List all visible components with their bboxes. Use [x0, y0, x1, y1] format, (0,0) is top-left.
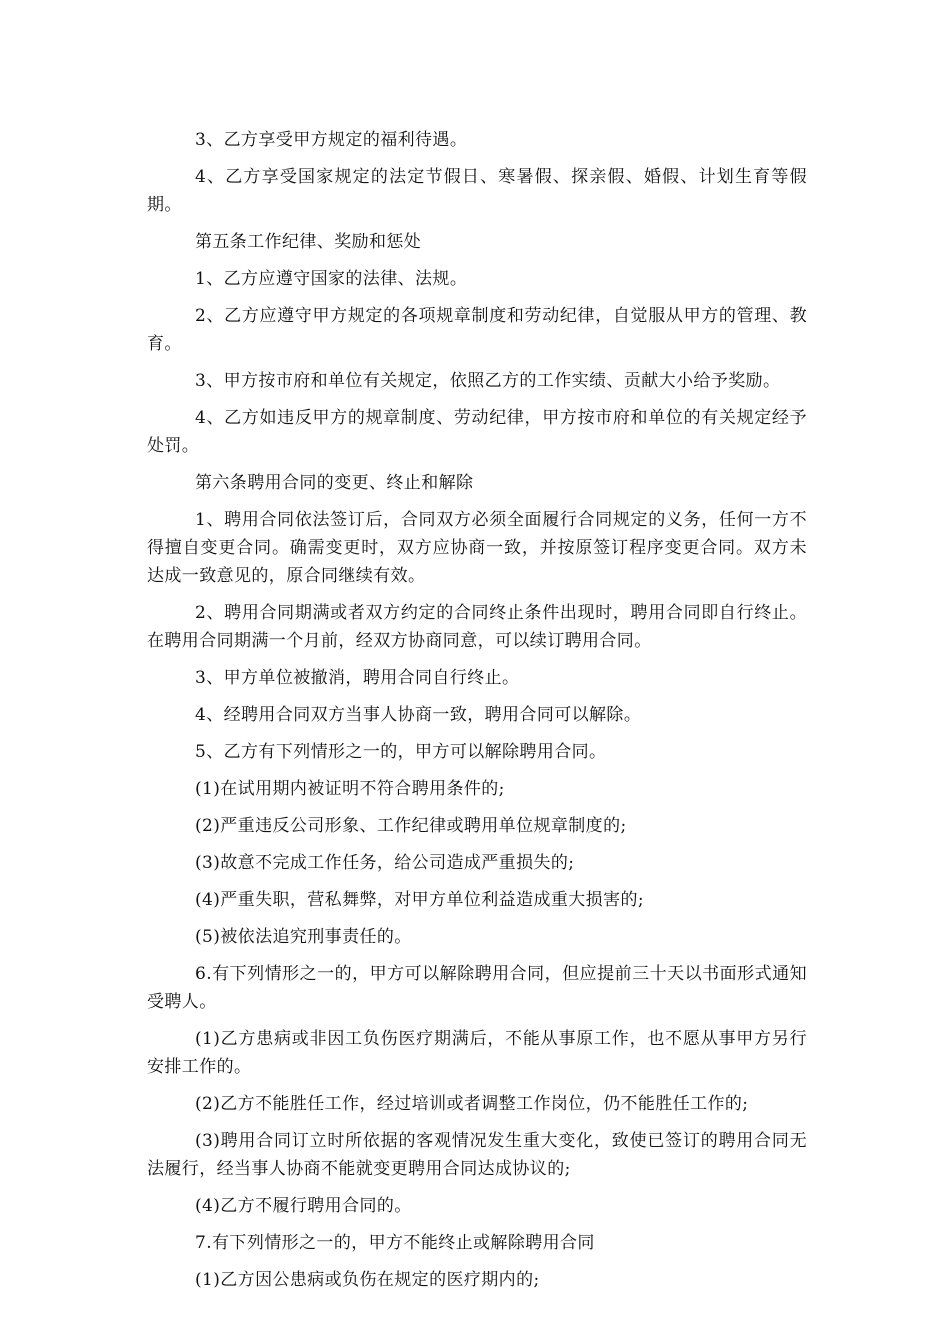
paragraph-obey-rules: 2、乙方应遵守甲方规定的各项规章制度和劳动纪律，自觉服从甲方的管理、教育。 — [147, 306, 807, 354]
list-item: (4)严重失职，营私舞弊，对甲方单位利益造成重大损害的; — [195, 890, 645, 910]
list-item: (1)在试用期内被证明不符合聘用条件的; — [195, 779, 505, 799]
paragraph-unit-revoked: 3、甲方单位被撤消，聘用合同自行终止。 — [195, 668, 520, 688]
paragraph-obey-laws: 1、乙方应遵守国家的法律、法规。 — [195, 269, 468, 289]
list-item: (3)聘用合同订立时所依据的客观情况发生重大变化，致使已签订的聘用合同无法履行，经当事人协商不能就变更聘用合同达成协议的; — [147, 1131, 807, 1179]
section-heading-article-5: 第五条工作纪律、奖励和惩处 — [195, 232, 422, 252]
paragraph-notice-termination: 6.有下列情形之一的，甲方可以解除聘用合同，但应提前三十天以书面形式通知受聘人。 — [147, 964, 807, 1012]
list-item: (1)乙方患病或非因工负伤医疗期满后，不能从事原工作，也不愿从事甲方另行安排工作的。 — [147, 1029, 807, 1077]
list-item: (5)被依法追究刑事责任的。 — [195, 927, 412, 947]
paragraph-rewards: 3、甲方按市府和单位有关规定，依照乙方的工作实绩、贡献大小给予奖励。 — [195, 371, 781, 391]
paragraph-no-termination: 7.有下列情形之一的，甲方不能终止或解除聘用合同 — [195, 1233, 595, 1253]
list-item: (3)故意不完成工作任务，给公司造成严重损失的; — [195, 853, 575, 873]
list-item: (1)乙方因公患病或负伤在规定的医疗期内的; — [195, 1270, 540, 1290]
section-heading-article-6: 第六条聘用合同的变更、终止和解除 — [195, 473, 474, 493]
list-item: (2)严重违反公司形象、工作纪律或聘用单位规章制度的; — [195, 816, 627, 836]
paragraph-contract-expiry: 2、聘用合同期满或者双方约定的合同终止条件出现时，聘用合同即自行终止。在聘用合同期满一个月前，经双方协商同意，可以续订聘用合同。 — [147, 603, 807, 651]
paragraph-dismissal-conditions: 5、乙方有下列情形之一的，甲方可以解除聘用合同。 — [195, 742, 607, 762]
list-item: (2)乙方不能胜任工作，经过培训或者调整工作岗位，仍不能胜任工作的; — [195, 1094, 749, 1114]
paragraph-mutual-termination: 4、经聘用合同双方当事人协商一致，聘用合同可以解除。 — [195, 705, 642, 725]
list-item: (4)乙方不履行聘用合同的。 — [195, 1196, 412, 1216]
paragraph-holidays: 4、乙方享受国家规定的法定节假日、寒暑假、探亲假、婚假、计划生育等假期。 — [147, 167, 807, 215]
paragraph-penalties: 4、乙方如违反甲方的规章制度、劳动纪律，甲方按市府和单位的有关规定经予处罚。 — [147, 408, 807, 456]
paragraph-welfare: 3、乙方享受甲方规定的福利待遇。 — [195, 130, 468, 150]
document-body — [147, 126, 807, 1303]
paragraph-contract-change: 1、聘用合同依法签订后，合同双方必须全面履行合同规定的义务，任何一方不得擅自变更合同。确需变更时，双方应协商一致，并按原签订程序变更合同。双方未达成一致意见的，原合同继续有效。 — [147, 510, 807, 586]
